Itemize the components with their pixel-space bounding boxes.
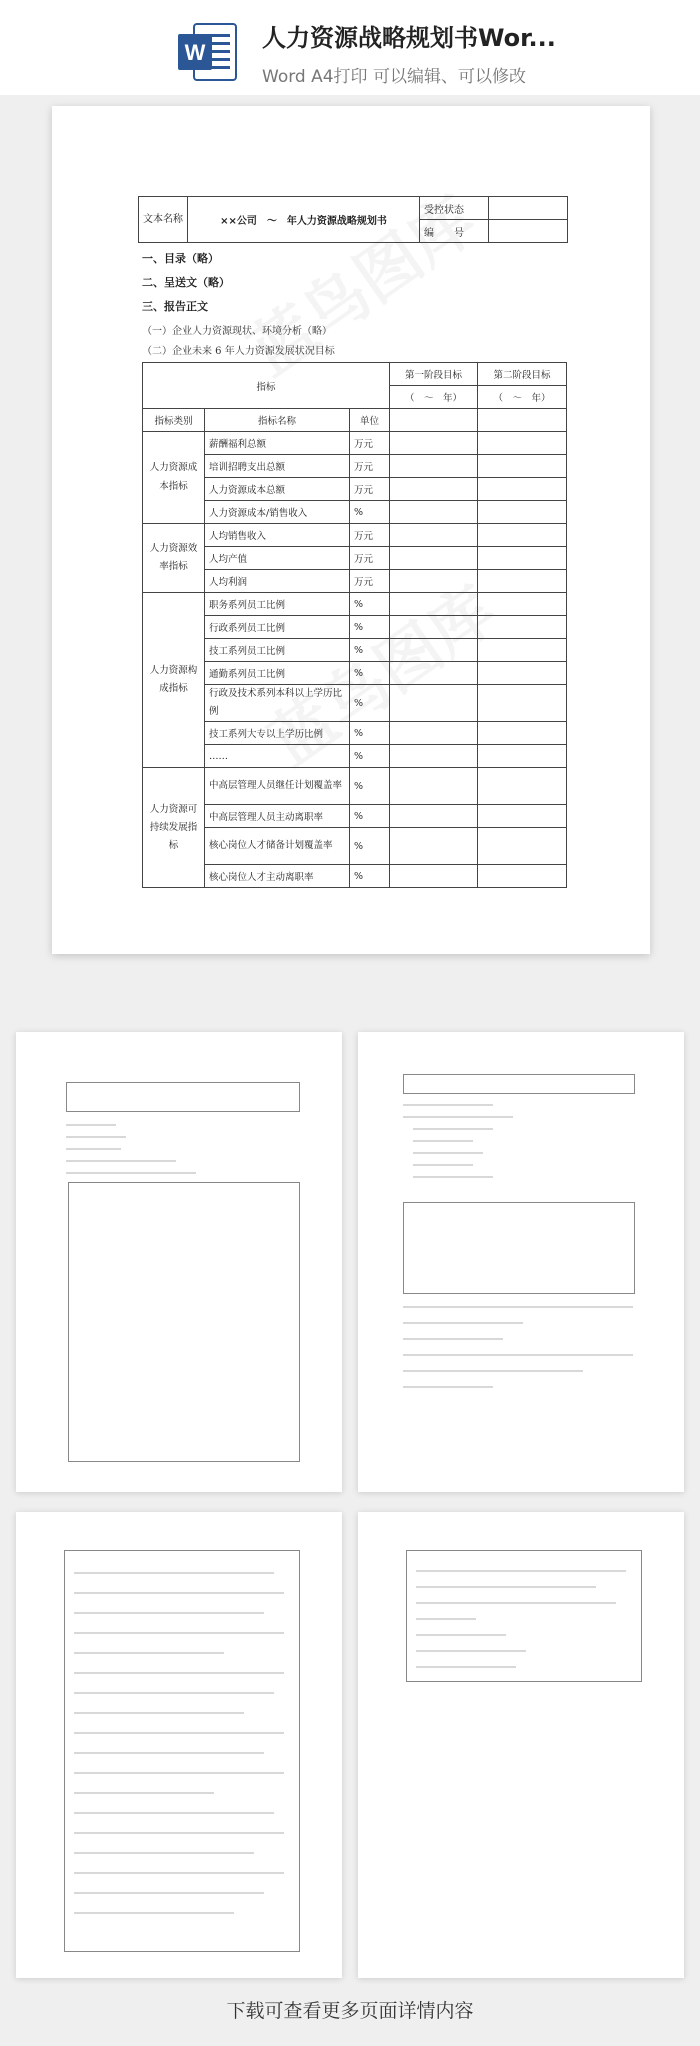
table-row bbox=[143, 593, 567, 616]
target-value-cell[interactable] bbox=[390, 805, 478, 828]
unit-cell: % bbox=[350, 768, 390, 805]
unit-cell: 万元 bbox=[350, 547, 390, 570]
target-value-cell[interactable] bbox=[390, 547, 478, 570]
target-value-cell[interactable] bbox=[390, 455, 478, 478]
table-row bbox=[143, 722, 567, 745]
target-value-cell[interactable] bbox=[478, 570, 567, 593]
indicator-name-cell: 核心岗位人才储备计划覆盖率 bbox=[205, 828, 350, 865]
stage1-header: 第一阶段目标 bbox=[390, 363, 478, 386]
indicator-name-cell: 薪酬福利总额 bbox=[205, 432, 350, 455]
table-row bbox=[143, 432, 567, 455]
target-value-cell[interactable] bbox=[390, 616, 478, 639]
indicator-name-cell: 培训招聘支出总额 bbox=[205, 455, 350, 478]
document-title: 人力资源战略规划书Wor... bbox=[262, 24, 556, 52]
target-value-cell[interactable] bbox=[390, 828, 478, 865]
thumbnail-page-2[interactable] bbox=[358, 1032, 684, 1492]
target-value-cell[interactable] bbox=[390, 662, 478, 685]
header-bar bbox=[0, 0, 700, 95]
target-value-cell[interactable] bbox=[478, 745, 567, 768]
section-3: 三、报告正文 bbox=[142, 300, 208, 313]
unit-cell: % bbox=[350, 805, 390, 828]
target-value-cell[interactable] bbox=[390, 768, 478, 805]
table-row bbox=[143, 570, 567, 593]
empty-cell bbox=[478, 409, 567, 432]
indicator-name-cell: 中高层管理人员主动离职率 bbox=[205, 805, 350, 828]
unit-cell: 万元 bbox=[350, 455, 390, 478]
target-value-cell[interactable] bbox=[390, 685, 478, 722]
target-value-cell[interactable] bbox=[390, 593, 478, 616]
unit-cell: 万元 bbox=[350, 524, 390, 547]
indicator-name-cell: 职务系列员工比例 bbox=[205, 593, 350, 616]
target-value-cell[interactable] bbox=[390, 478, 478, 501]
target-value-cell[interactable] bbox=[390, 639, 478, 662]
target-value-cell[interactable] bbox=[478, 478, 567, 501]
indicator-name-cell: 人均利润 bbox=[205, 570, 350, 593]
target-value-cell[interactable] bbox=[390, 524, 478, 547]
word-document-icon bbox=[176, 20, 240, 84]
target-value-cell[interactable] bbox=[390, 432, 478, 455]
category-header: 指标类别 bbox=[143, 409, 205, 432]
received-label: 受控状态 bbox=[420, 197, 489, 220]
category-cell: 人力资源成本指标 bbox=[143, 432, 205, 524]
table-row bbox=[143, 745, 567, 768]
table-row bbox=[143, 455, 567, 478]
indicator-name-cell: 人均销售收入 bbox=[205, 524, 350, 547]
target-value-cell[interactable] bbox=[478, 616, 567, 639]
stage2-header: 第二阶段目标 bbox=[478, 363, 567, 386]
target-value-cell[interactable] bbox=[478, 455, 567, 478]
category-cell: 人力资源可持续发展指标 bbox=[143, 768, 205, 888]
table-row bbox=[143, 524, 567, 547]
stage1-year: （ ～ 年） bbox=[390, 386, 478, 409]
thumbnail-page-4[interactable] bbox=[358, 1512, 684, 1978]
table-row bbox=[143, 501, 567, 524]
target-value-cell[interactable] bbox=[390, 722, 478, 745]
table-row bbox=[143, 865, 567, 888]
target-value-cell[interactable] bbox=[478, 662, 567, 685]
target-value-cell[interactable] bbox=[478, 639, 567, 662]
indicator-name-cell: 技工系列员工比例 bbox=[205, 639, 350, 662]
doc-name-label: 文本名称 bbox=[139, 197, 188, 243]
indicator-name-cell: 人力资源成本/销售收入 bbox=[205, 501, 350, 524]
target-value-cell[interactable] bbox=[478, 828, 567, 865]
unit-cell: % bbox=[350, 616, 390, 639]
thumbnail-page-1[interactable] bbox=[16, 1032, 342, 1492]
table-row bbox=[143, 662, 567, 685]
target-value-cell[interactable] bbox=[478, 432, 567, 455]
paragraph-1: （一）企业人力资源现状、环境分析（略） bbox=[142, 326, 332, 337]
unit-cell: 万元 bbox=[350, 570, 390, 593]
svg-text:W: W bbox=[184, 40, 206, 65]
target-value-cell[interactable] bbox=[478, 547, 567, 570]
indicator-name-cell: 中高层管理人员继任计划覆盖率 bbox=[205, 768, 350, 805]
unit-cell: % bbox=[350, 722, 390, 745]
category-cell: 人力资源效率指标 bbox=[143, 524, 205, 593]
unit-header: 单位 bbox=[350, 409, 390, 432]
document-subtitle: Word A4打印 可以编辑、可以修改 bbox=[262, 67, 526, 87]
indicator-name-cell: 行政及技术系列本科以上学历比例 bbox=[205, 685, 350, 722]
footer-text: 下载可查看更多页面详情内容 bbox=[226, 2000, 474, 2022]
table-row bbox=[143, 547, 567, 570]
received-value bbox=[489, 197, 568, 220]
category-cell: 人力资源构成指标 bbox=[143, 593, 205, 768]
indicator-name-cell: 人力资源成本总额 bbox=[205, 478, 350, 501]
stage2-year: （ ～ 年） bbox=[478, 386, 567, 409]
indicator-header: 指标 bbox=[143, 363, 390, 409]
target-value-cell[interactable] bbox=[478, 524, 567, 547]
preview-page-main[interactable] bbox=[52, 106, 650, 954]
thumbnail-page-3[interactable] bbox=[16, 1512, 342, 1978]
paragraph-2: （二）企业未来 6 年人力资源发展状况目标 bbox=[142, 346, 335, 357]
table-row bbox=[143, 805, 567, 828]
doc-name-value: ××公司 ～ 年人力资源战略规划书 bbox=[188, 197, 420, 243]
table-row bbox=[143, 685, 567, 722]
empty-cell bbox=[390, 409, 478, 432]
table-row bbox=[143, 639, 567, 662]
name-header: 指标名称 bbox=[205, 409, 350, 432]
target-value-cell[interactable] bbox=[478, 685, 567, 722]
target-value-cell[interactable] bbox=[478, 501, 567, 524]
target-value-cell[interactable] bbox=[478, 768, 567, 805]
indicator-name-cell: 技工系列大专以上学历比例 bbox=[205, 722, 350, 745]
unit-cell: % bbox=[350, 745, 390, 768]
target-value-cell[interactable] bbox=[478, 593, 567, 616]
table-row bbox=[143, 768, 567, 805]
target-value-cell[interactable] bbox=[390, 745, 478, 768]
table-row bbox=[143, 828, 567, 865]
unit-cell: % bbox=[350, 593, 390, 616]
indicator-table bbox=[142, 362, 567, 888]
number-label: 编 号 bbox=[420, 220, 489, 243]
target-value-cell[interactable] bbox=[478, 805, 567, 828]
unit-cell: % bbox=[350, 662, 390, 685]
target-value-cell[interactable] bbox=[390, 570, 478, 593]
unit-cell: % bbox=[350, 685, 390, 722]
target-value-cell[interactable] bbox=[390, 865, 478, 888]
unit-cell: 万元 bbox=[350, 432, 390, 455]
unit-cell: % bbox=[350, 865, 390, 888]
indicator-name-cell: 通勤系列员工比例 bbox=[205, 662, 350, 685]
target-value-cell[interactable] bbox=[390, 501, 478, 524]
section-2: 二、呈送文（略） bbox=[142, 276, 230, 289]
unit-cell: % bbox=[350, 828, 390, 865]
unit-cell: % bbox=[350, 501, 390, 524]
indicator-name-cell: …… bbox=[205, 745, 350, 768]
target-value-cell[interactable] bbox=[478, 865, 567, 888]
indicator-name-cell: 核心岗位人才主动离职率 bbox=[205, 865, 350, 888]
table-row bbox=[143, 616, 567, 639]
section-1: 一、目录（略） bbox=[142, 252, 219, 265]
table-row bbox=[143, 478, 567, 501]
indicator-name-cell: 人均产值 bbox=[205, 547, 350, 570]
unit-cell: 万元 bbox=[350, 478, 390, 501]
unit-cell: % bbox=[350, 639, 390, 662]
form-header-table bbox=[138, 196, 568, 243]
number-value bbox=[489, 220, 568, 243]
target-value-cell[interactable] bbox=[478, 722, 567, 745]
indicator-name-cell: 行政系列员工比例 bbox=[205, 616, 350, 639]
